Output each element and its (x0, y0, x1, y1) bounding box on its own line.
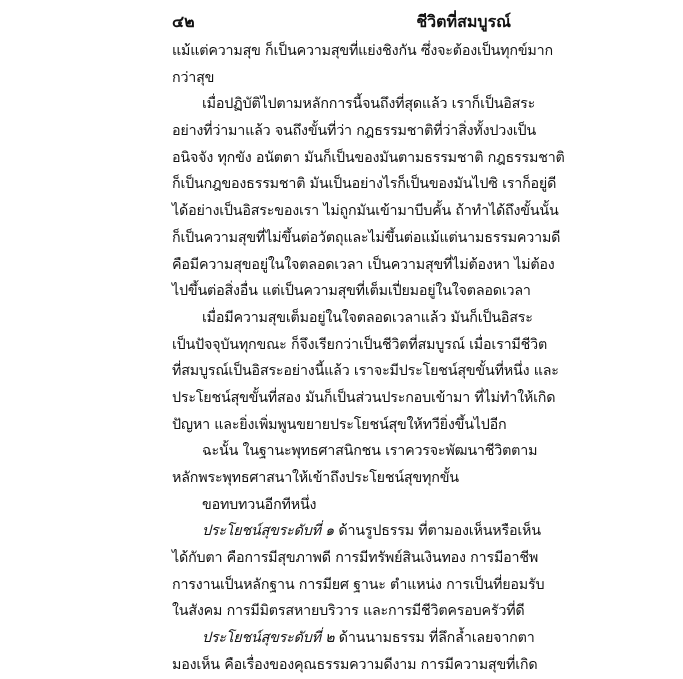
text-line: การงานเป็นหลักฐาน การมียศ ฐานะ ตำแหน่ง การเป็นที่ยอมรับ (172, 576, 545, 593)
text-line: มองเห็น คือเรื่องของคุณธรรมความดีงาม การมีความสุขที่เกิด (172, 656, 538, 673)
text-line: ขอทบทวนอีกทีหนึ่ง (202, 496, 317, 513)
text-line: ที่สมบูรณ์เป็นอิสระอย่างนี้แล้ว เราจะมีประโยชน์สุขขั้นที่หนึ่ง และ (172, 363, 559, 380)
text-line: อย่างที่ว่ามาแล้ว จนถึงขั้นที่ว่า กฎธรรมชาติที่ว่าสิ่งทั้งปวงเป็น (172, 123, 537, 140)
line-rest: ด้านรูปธรรม ที่ตามองเห็นหรือเห็น (334, 523, 541, 540)
text-line: เป็นปัจจุบันทุกขณะ ก็จึงเรียกว่าเป็นชีวิตที่สมบูรณ์ เมื่อเรามีชีวิต (172, 336, 548, 353)
text-line (172, 625, 535, 652)
line-rest: ด้านนามธรรม ที่ลึกล้ำเลยจากตา (334, 630, 535, 647)
text-line: ไปขึ้นต่อสิ่งอื่น แต่เป็นความสุขที่เต็มเปี่ยมอยู่ในใจตลอดเวลา (172, 283, 531, 300)
running-title: ชีวิตที่สมบูรณ์ (416, 12, 511, 31)
text-line: หลักพระพุทธศาสนาให้เข้าถึงประโยชน์สุขทุกขั้น (172, 470, 459, 486)
text-line (172, 518, 541, 545)
page-header (172, 10, 511, 32)
text-line: ฉะนั้น ในฐานะพุทธศาสนิกชน เราควรจะพัฒนาชีวิตตาม (202, 443, 538, 460)
line-italic-prefix: ประโยชน์สุขระดับที่ ๑ (202, 523, 335, 540)
text-line: ก็เป็นความสุขที่ไม่ขึ้นต่อวัตถุและไม่ขึ้นต่อแม้แต่นามธรรมความดี (172, 229, 561, 246)
text-line: คือมีความสุขอยู่ในใจตลอดเวลา เป็นความสุขที่ไม่ต้องหา ไม่ต้อง (172, 256, 555, 273)
text-line: ในสังคม การมีมิตรสหายบริวาร และการมีชีวิตครอบครัวที่ดี (172, 603, 525, 620)
body-text (172, 38, 565, 679)
line-italic-prefix: ประโยชน์สุขระดับที่ ๒ (202, 630, 335, 647)
text-line: เมื่อมีความสุขเต็มอยู่ในใจตลอดเวลาแล้ว มันก็เป็นอิสระ (202, 309, 533, 326)
text-line: ก็เป็นกฎของธรรมชาติ มันเป็นอย่างไรก็เป็นของมันไปซิ เราก็อยู่ดี (172, 176, 557, 193)
text-line: กว่าสุข (172, 69, 215, 86)
text-line: ได้กับตา คือการมีสุขภาพดี การมีทรัพย์สินเงินทอง การมีอาชีพ (172, 550, 539, 567)
page-number: ๔๒ (172, 12, 195, 31)
text-line: ปัญหา และยิ่งเพิ่มพูนขยายประโยชน์สุขให้ทวียิ่งขึ้นไปอีก (172, 416, 507, 433)
text-line: แม้แต่ความสุข ก็เป็นความสุขที่แย่งชิงกัน ซึ่งจะต้องเป็นทุกข์มาก (172, 43, 553, 59)
text-line: เมื่อปฏิบัติไปตามหลักการนี้จนถึงที่สุดแล้ว เราก็เป็นอิสระ (202, 96, 536, 113)
text-line: ได้อย่างเป็นอิสระของเรา ไม่ถูกมันเข้ามาบีบคั้น ถ้าทำได้ถึงขั้นนั้น (172, 203, 559, 220)
text-line: อนิจจัง ทุกขัง อนัตตา มันก็เป็นของมันตามธรรมชาติ กฎธรรมชาติ (172, 149, 565, 166)
text-line: ประโยชน์สุขขั้นที่สอง มันก็เป็นส่วนประกอบเข้ามา ที่ไม่ทำให้เกิด (172, 389, 556, 406)
